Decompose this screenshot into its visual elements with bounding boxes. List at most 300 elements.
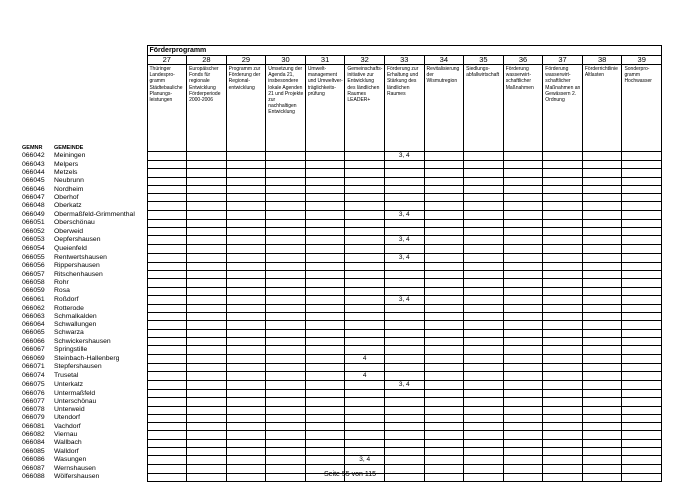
table-row [22, 210, 662, 219]
program-cell-28 [187, 448, 227, 456]
table-row [22, 185, 662, 193]
program-column-gap [345, 143, 385, 152]
program-cell-38 [582, 321, 622, 329]
program-cell-33 [384, 329, 424, 337]
program-cell-32 [345, 313, 385, 321]
program-cell-35 [464, 169, 504, 177]
program-cell-35 [464, 185, 504, 193]
gemeinde-cell: Queienfeld [54, 245, 87, 253]
program-cell-29 [226, 321, 266, 329]
program-cell-38 [582, 448, 622, 456]
program-cell-39 [622, 169, 662, 177]
program-description-28: Europäischer Fonds für regionale Entwicklung Förderperiode 2000-2006 [187, 65, 227, 143]
program-cell-37 [543, 371, 583, 380]
program-cell-31 [305, 210, 345, 219]
program-cell-27 [147, 431, 187, 439]
gemnr-cell: 066051 [22, 219, 45, 227]
gemnr-cell: 066048 [22, 202, 45, 210]
program-cell-37 [543, 346, 583, 354]
program-cell-36 [503, 423, 543, 431]
program-cell-32 [345, 431, 385, 439]
gemeinde-cell: Ritschenhausen [54, 270, 103, 278]
program-cell-34 [424, 287, 464, 295]
program-cell-32 [345, 439, 385, 447]
program-cell-33 [384, 313, 424, 321]
program-cell-33 [384, 448, 424, 456]
program-cell-38 [582, 363, 622, 371]
program-cell-30 [266, 321, 306, 329]
gemeinde-cell: Utendorf [54, 414, 81, 422]
program-cell-37 [543, 423, 583, 431]
program-cell-27 [147, 152, 187, 161]
program-cell-32 [345, 338, 385, 346]
program-cell-39 [622, 253, 662, 262]
program-cell-36 [503, 448, 543, 456]
program-cell-37 [543, 304, 583, 312]
program-cell-35 [464, 423, 504, 431]
program-cell-27 [147, 262, 187, 270]
program-cell-37 [543, 270, 583, 278]
program-cell-39 [622, 329, 662, 337]
program-cell-28 [187, 313, 227, 321]
program-cell-34 [424, 338, 464, 346]
program-cell-28 [187, 177, 227, 185]
program-description-27: Thüringer Landespro-gramm Städtebauliche Planungs-leistungen [147, 65, 187, 143]
gemeinde-cell: Springstille [54, 345, 88, 353]
program-cell-28 [187, 321, 227, 329]
program-cell-38 [582, 431, 622, 439]
program-cell-33 [384, 354, 424, 363]
program-cell-36 [503, 321, 543, 329]
program-cell-32: 4 [345, 371, 385, 380]
gemeinde-cell: Metzels [54, 168, 78, 176]
program-cell-29 [226, 210, 266, 219]
gemnr-cell: 066078 [22, 406, 45, 414]
program-cell-35 [464, 321, 504, 329]
program-cell-27 [147, 304, 187, 312]
gemeinde-cell: Oberkatz [54, 202, 82, 210]
program-cell-30 [266, 346, 306, 354]
program-cell-28 [187, 161, 227, 169]
program-cell-30 [266, 210, 306, 219]
program-cell-36 [503, 185, 543, 193]
program-cell-30 [266, 423, 306, 431]
program-cell-37 [543, 161, 583, 169]
program-description-35: Siedlungs-abfallwirtschaft [464, 65, 504, 143]
program-cell-28 [187, 245, 227, 253]
program-cell-31 [305, 456, 345, 465]
table-row [22, 236, 662, 245]
program-cell-28 [187, 338, 227, 346]
program-cell-29 [226, 354, 266, 363]
program-cell-31 [305, 177, 345, 185]
program-cell-33: 3, 4 [384, 210, 424, 219]
gemnr-cell: 066053 [22, 236, 45, 244]
program-cell-36 [503, 219, 543, 227]
program-cell-34 [424, 389, 464, 397]
program-cell-37 [543, 389, 583, 397]
program-cell-35 [464, 363, 504, 371]
program-cell-33 [384, 456, 424, 465]
header-column-row [22, 143, 662, 152]
program-cell-32 [345, 253, 385, 262]
program-cell-29 [226, 228, 266, 236]
program-cell-29 [226, 177, 266, 185]
program-cell-34 [424, 270, 464, 278]
program-cell-32 [345, 329, 385, 337]
program-cell-33 [384, 177, 424, 185]
program-cell-36 [503, 262, 543, 270]
program-cell-33 [384, 228, 424, 236]
program-cell-39 [622, 219, 662, 227]
program-cell-38 [582, 389, 622, 397]
program-cell-32 [345, 304, 385, 312]
program-cell-30 [266, 152, 306, 161]
program-cell-39 [622, 363, 662, 371]
table-row [22, 177, 662, 185]
program-cell-36 [503, 245, 543, 253]
program-cell-33 [384, 185, 424, 193]
gemeinde-cell: Wallbach [54, 439, 82, 447]
program-cell-35 [464, 228, 504, 236]
program-cell-35 [464, 253, 504, 262]
program-cell-33 [384, 202, 424, 210]
program-cell-30 [266, 338, 306, 346]
program-cell-38 [582, 236, 622, 245]
program-cell-38 [582, 338, 622, 346]
gemnr-cell: 066054 [22, 245, 45, 253]
program-cell-27 [147, 177, 187, 185]
program-cell-39 [622, 439, 662, 447]
table-row [22, 202, 662, 210]
gemeinde-cell: Rippershausen [54, 262, 100, 270]
program-cell-30 [266, 202, 306, 210]
gemnr-cell: 066044 [22, 168, 45, 176]
program-cell-28 [187, 262, 227, 270]
program-cell-31 [305, 185, 345, 193]
program-cell-32: 4 [345, 354, 385, 363]
program-cell-39 [622, 152, 662, 161]
program-cell-38 [582, 406, 622, 414]
program-description-33: Förderung zur Erhaltung und Stärkung des ländlichen Raumes [384, 65, 424, 143]
program-cell-39 [622, 448, 662, 456]
program-cell-27 [147, 185, 187, 193]
program-cell-30 [266, 406, 306, 414]
program-cell-38 [582, 279, 622, 287]
program-cell-39 [622, 354, 662, 363]
gemeinde-cell: Oberschönau [54, 219, 95, 227]
program-cell-38 [582, 161, 622, 169]
table-row [22, 329, 662, 337]
program-cell-33: 3, 4 [384, 152, 424, 161]
program-cell-27 [147, 456, 187, 465]
program-cell-32 [345, 236, 385, 245]
program-cell-37 [543, 228, 583, 236]
program-cell-35 [464, 270, 504, 278]
program-column-gap [424, 143, 464, 152]
program-cell-36 [503, 456, 543, 465]
program-cell-35 [464, 236, 504, 245]
gemnr-cell: 066071 [22, 363, 45, 371]
program-description-29: Programm zur Förderung der Regional-entwicklung [226, 65, 266, 143]
program-cell-39 [622, 304, 662, 312]
program-cell-33 [384, 321, 424, 329]
program-cell-36 [503, 371, 543, 380]
program-cell-37 [543, 236, 583, 245]
program-cell-32 [345, 262, 385, 270]
program-number-27: 27 [147, 56, 187, 65]
program-cell-28 [187, 431, 227, 439]
program-cell-38 [582, 287, 622, 295]
program-cell-34 [424, 202, 464, 210]
gemnr-cell: 066055 [22, 253, 45, 261]
program-cell-34 [424, 354, 464, 363]
program-cell-27 [147, 279, 187, 287]
program-cell-30 [266, 253, 306, 262]
table-row [22, 354, 662, 363]
program-cell-37 [543, 439, 583, 447]
program-cell-30 [266, 354, 306, 363]
program-cell-37 [543, 253, 583, 262]
program-cell-28 [187, 389, 227, 397]
program-cell-29 [226, 194, 266, 202]
program-cell-28 [187, 346, 227, 354]
gemeinde-cell: Neubrunn [54, 177, 84, 185]
program-cell-27 [147, 219, 187, 227]
program-cell-27 [147, 245, 187, 253]
program-cell-39 [622, 202, 662, 210]
program-cell-27 [147, 253, 187, 262]
table-row [22, 398, 662, 406]
program-cell-34 [424, 456, 464, 465]
program-cell-37 [543, 152, 583, 161]
gemnr-cell: 066063 [22, 312, 45, 320]
program-cell-34 [424, 236, 464, 245]
program-cell-36 [503, 414, 543, 422]
program-cell-37 [543, 177, 583, 185]
program-cell-37 [543, 354, 583, 363]
program-cell-28 [187, 185, 227, 193]
program-number-37: 37 [543, 56, 583, 65]
table-row [22, 431, 662, 439]
program-cell-39 [622, 380, 662, 389]
program-cell-34 [424, 448, 464, 456]
program-cell-28 [187, 194, 227, 202]
program-column-gap [622, 143, 662, 152]
gemnr-cell: 066058 [22, 278, 45, 286]
gemeinde-cell: Meiningen [54, 152, 86, 159]
program-cell-39 [622, 194, 662, 202]
program-cell-35 [464, 346, 504, 354]
program-cell-27 [147, 169, 187, 177]
program-cell-38 [582, 371, 622, 380]
program-cell-31 [305, 346, 345, 354]
program-column-gap [384, 143, 424, 152]
program-cell-29 [226, 253, 266, 262]
gemeinde-cell: Oberhof [54, 193, 79, 201]
gemnr-cell: 066065 [22, 329, 45, 337]
gemnr-cell: 066066 [22, 337, 45, 345]
program-cell-36 [503, 329, 543, 337]
program-cell-38 [582, 228, 622, 236]
table-row [22, 439, 662, 447]
program-number-35: 35 [464, 56, 504, 65]
program-cell-28 [187, 169, 227, 177]
program-cell-39 [622, 245, 662, 253]
header-description-row [22, 65, 662, 143]
program-cell-37 [543, 245, 583, 253]
foerderprogramm-table [22, 45, 662, 482]
program-column-gap [543, 143, 583, 152]
table-row [22, 194, 662, 202]
program-cell-29 [226, 295, 266, 304]
gemeinde-cell: Nordheim [54, 185, 84, 193]
program-cell-36 [503, 431, 543, 439]
program-cell-33 [384, 389, 424, 397]
program-cell-29 [226, 338, 266, 346]
program-cell-36 [503, 253, 543, 262]
program-cell-31 [305, 371, 345, 380]
program-cell-34 [424, 313, 464, 321]
program-cell-39 [622, 321, 662, 329]
program-cell-27 [147, 194, 187, 202]
table-body [22, 46, 662, 482]
program-cell-28 [187, 371, 227, 380]
program-cell-39 [622, 406, 662, 414]
program-cell-34 [424, 177, 464, 185]
table-row [22, 414, 662, 422]
program-cell-31 [305, 253, 345, 262]
gemnr-cell: 066081 [22, 422, 45, 430]
program-cell-36 [503, 287, 543, 295]
gemnr-cell: 066049 [22, 210, 45, 218]
program-cell-30 [266, 161, 306, 169]
program-cell-30 [266, 185, 306, 193]
table-row [22, 161, 662, 169]
program-number-38: 38 [582, 56, 622, 65]
program-cell-29 [226, 245, 266, 253]
program-cell-34 [424, 161, 464, 169]
program-cell-35 [464, 194, 504, 202]
program-cell-27 [147, 389, 187, 397]
program-cell-39 [622, 414, 662, 422]
gemnr-cell: 066056 [22, 262, 45, 270]
program-cell-31 [305, 228, 345, 236]
program-cell-33: 3, 4 [384, 236, 424, 245]
gemnr-cell: 066084 [22, 439, 45, 447]
gemeinde-cell: Unterkatz [54, 380, 84, 388]
program-cell-32 [345, 210, 385, 219]
program-cell-27 [147, 338, 187, 346]
program-cell-29 [226, 414, 266, 422]
program-cell-31 [305, 304, 345, 312]
gemeinde-cell: Oepfershausen [54, 236, 101, 244]
program-cell-33 [384, 169, 424, 177]
program-cell-31 [305, 423, 345, 431]
program-cell-32 [345, 448, 385, 456]
program-cell-30 [266, 431, 306, 439]
program-cell-31 [305, 321, 345, 329]
program-cell-29 [226, 456, 266, 465]
program-label: Förderprogramm [147, 46, 662, 56]
gemnr-cell: 066075 [22, 380, 45, 388]
program-cell-36 [503, 177, 543, 185]
program-cell-30 [266, 389, 306, 397]
table-row [22, 423, 662, 431]
program-cell-33 [384, 371, 424, 380]
program-cell-33 [384, 194, 424, 202]
table-row [22, 321, 662, 329]
program-cell-34 [424, 398, 464, 406]
program-cell-34 [424, 219, 464, 227]
program-cell-37 [543, 406, 583, 414]
table-row [22, 279, 662, 287]
program-cell-30 [266, 414, 306, 422]
program-cell-34 [424, 245, 464, 253]
program-cell-29 [226, 202, 266, 210]
program-cell-34 [424, 329, 464, 337]
program-cell-27 [147, 321, 187, 329]
program-cell-34 [424, 152, 464, 161]
program-cell-36 [503, 338, 543, 346]
gemnr-cell: 066085 [22, 447, 45, 455]
program-number-30: 30 [266, 56, 306, 65]
program-cell-36 [503, 202, 543, 210]
program-cell-30 [266, 194, 306, 202]
program-cell-34 [424, 304, 464, 312]
program-cell-38 [582, 456, 622, 465]
program-number-33: 33 [384, 56, 424, 65]
table-row [22, 245, 662, 253]
gemnr-cell: 066043 [22, 160, 45, 168]
program-cell-27 [147, 354, 187, 363]
gemnr-header: GEMNR [22, 144, 43, 151]
program-cell-33 [384, 219, 424, 227]
program-cell-28 [187, 287, 227, 295]
program-cell-32 [345, 161, 385, 169]
gemnr-cell: 066047 [22, 193, 45, 201]
program-cell-35 [464, 304, 504, 312]
program-cell-31 [305, 313, 345, 321]
program-cell-31 [305, 202, 345, 210]
program-cell-29 [226, 431, 266, 439]
gemeinde-cell: Schmalkalden [54, 312, 97, 320]
program-cell-39 [622, 161, 662, 169]
program-cell-29 [226, 185, 266, 193]
program-cell-28 [187, 152, 227, 161]
program-cell-32 [345, 185, 385, 193]
program-cell-31 [305, 431, 345, 439]
program-cell-29 [226, 439, 266, 447]
gemeinde-cell: Vachdorf [54, 422, 81, 430]
gemnr-cell: 066045 [22, 177, 45, 185]
table-row [22, 389, 662, 397]
gemnr-cell: 066088 [22, 473, 45, 481]
program-cell-30 [266, 380, 306, 389]
program-cell-36 [503, 363, 543, 371]
gemeinde-cell: Wasungen [54, 456, 87, 464]
program-cell-28 [187, 304, 227, 312]
program-cell-35 [464, 279, 504, 287]
program-cell-36 [503, 295, 543, 304]
program-cell-28 [187, 279, 227, 287]
program-description-38: Förderrichtlinie Altlasten [582, 65, 622, 143]
program-cell-28 [187, 270, 227, 278]
table-row [22, 448, 662, 456]
gemeinde-cell: Rosa [54, 287, 70, 295]
program-cell-33: 3, 4 [384, 380, 424, 389]
program-cell-37 [543, 169, 583, 177]
